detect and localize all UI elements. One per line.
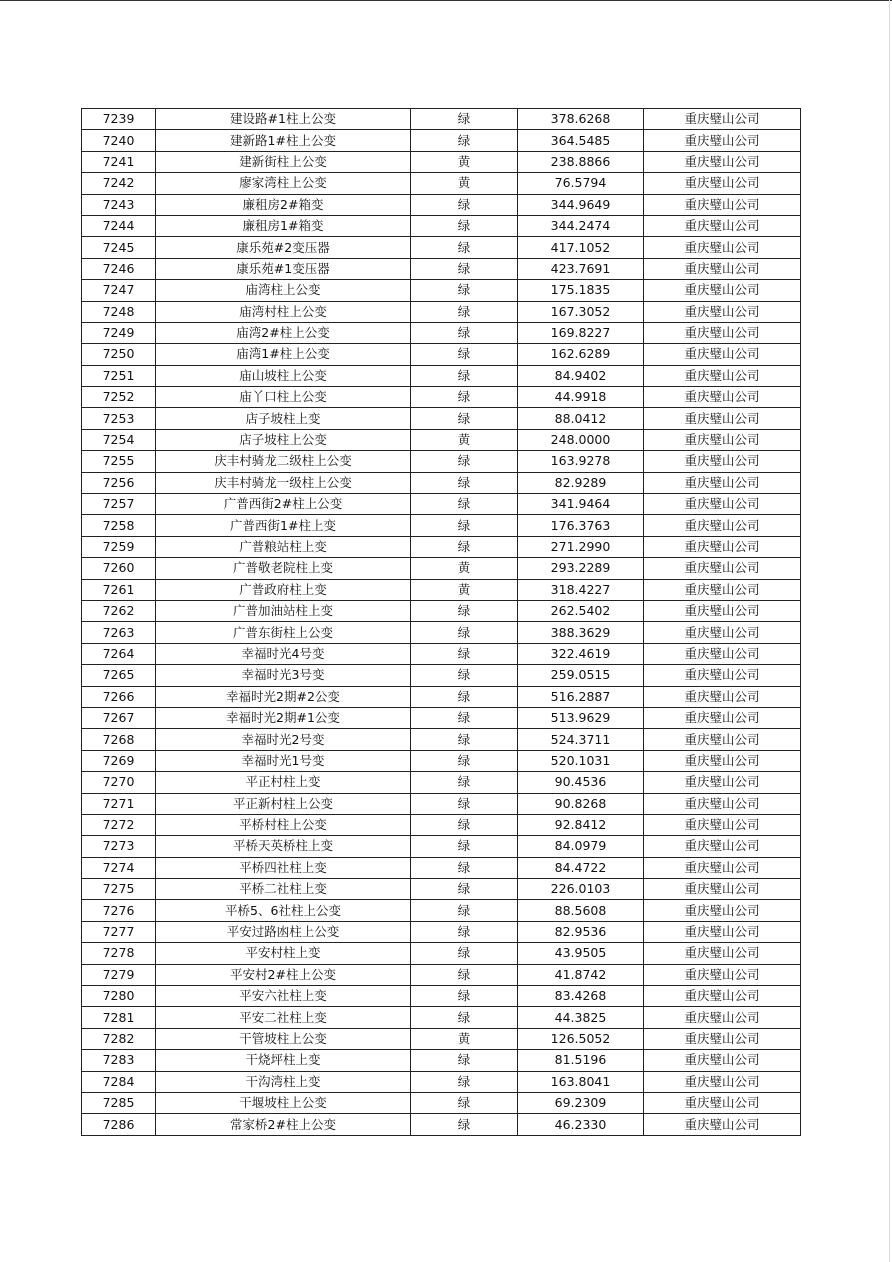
transformer-name-cell: 建设路#1柱上公变	[156, 109, 411, 130]
row-number-cell: 7241	[82, 151, 156, 172]
table-row	[82, 1071, 801, 1092]
value-cell: 364.5485	[518, 130, 644, 151]
table-row	[82, 408, 801, 429]
transformer-name-cell: 廉租房2#箱变	[156, 194, 411, 215]
table-row	[82, 772, 801, 793]
value-cell: 92.8412	[518, 814, 644, 835]
company-cell: 重庆璧山公司	[644, 836, 801, 857]
transformer-name-cell: 广普加油站柱上变	[156, 600, 411, 621]
table-row	[82, 429, 801, 450]
status-color-cell: 绿	[411, 986, 518, 1007]
row-number-cell: 7250	[82, 344, 156, 365]
status-color-cell: 绿	[411, 1007, 518, 1028]
status-color-cell: 绿	[411, 665, 518, 686]
transformer-name-cell: 幸福时光1号变	[156, 750, 411, 771]
table-row	[82, 515, 801, 536]
value-cell: 82.9536	[518, 921, 644, 942]
transformer-name-cell: 廉租房1#箱变	[156, 215, 411, 236]
table-row	[82, 1007, 801, 1028]
row-number-cell: 7276	[82, 900, 156, 921]
value-cell: 417.1052	[518, 237, 644, 258]
company-cell: 重庆璧山公司	[644, 344, 801, 365]
status-color-cell: 绿	[411, 515, 518, 536]
status-color-cell: 绿	[411, 750, 518, 771]
company-cell: 重庆璧山公司	[644, 194, 801, 215]
row-number-cell: 7278	[82, 943, 156, 964]
table-row	[82, 451, 801, 472]
row-number-cell: 7267	[82, 707, 156, 728]
value-cell: 88.0412	[518, 408, 644, 429]
company-cell: 重庆璧山公司	[644, 1028, 801, 1049]
company-cell: 重庆璧山公司	[644, 536, 801, 557]
status-color-cell: 绿	[411, 408, 518, 429]
company-cell: 重庆璧山公司	[644, 879, 801, 900]
value-cell: 76.5794	[518, 173, 644, 194]
company-cell: 重庆璧山公司	[644, 579, 801, 600]
value-cell: 90.8268	[518, 793, 644, 814]
status-color-cell: 绿	[411, 836, 518, 857]
transformer-name-cell: 庆丰村骑龙二级柱上公变	[156, 451, 411, 472]
table-row	[82, 814, 801, 835]
row-number-cell: 7262	[82, 600, 156, 621]
table-row	[82, 1092, 801, 1113]
company-cell: 重庆璧山公司	[644, 857, 801, 878]
value-cell: 44.3825	[518, 1007, 644, 1028]
value-cell: 162.6289	[518, 344, 644, 365]
company-cell: 重庆璧山公司	[644, 215, 801, 236]
company-cell: 重庆璧山公司	[644, 151, 801, 172]
transformer-name-cell: 平安二社柱上变	[156, 1007, 411, 1028]
row-number-cell: 7245	[82, 237, 156, 258]
value-cell: 84.4722	[518, 857, 644, 878]
row-number-cell: 7268	[82, 729, 156, 750]
transformer-name-cell: 平桥二社柱上变	[156, 879, 411, 900]
status-color-cell: 黄	[411, 579, 518, 600]
company-cell: 重庆璧山公司	[644, 173, 801, 194]
table-row	[82, 365, 801, 386]
row-number-cell: 7275	[82, 879, 156, 900]
table-row	[82, 964, 801, 985]
row-number-cell: 7240	[82, 130, 156, 151]
transformer-name-cell: 干沟湾柱上变	[156, 1071, 411, 1092]
table-row	[82, 921, 801, 942]
table-row	[82, 622, 801, 643]
table-row	[82, 579, 801, 600]
transformer-name-cell: 庙丫口柱上公变	[156, 387, 411, 408]
company-cell: 重庆璧山公司	[644, 814, 801, 835]
value-cell: 520.1031	[518, 750, 644, 771]
row-number-cell: 7282	[82, 1028, 156, 1049]
transformer-name-cell: 幸福时光4号变	[156, 643, 411, 664]
row-number-cell: 7239	[82, 109, 156, 130]
company-cell: 重庆璧山公司	[644, 793, 801, 814]
value-cell: 46.2330	[518, 1114, 644, 1135]
status-color-cell: 绿	[411, 365, 518, 386]
status-color-cell: 黄	[411, 173, 518, 194]
table-row	[82, 387, 801, 408]
value-cell: 516.2887	[518, 686, 644, 707]
transformer-name-cell: 广普敬老院柱上变	[156, 558, 411, 579]
row-number-cell: 7254	[82, 429, 156, 450]
row-number-cell: 7248	[82, 301, 156, 322]
row-number-cell: 7265	[82, 665, 156, 686]
value-cell: 175.1835	[518, 280, 644, 301]
transformer-name-cell: 平桥四社柱上变	[156, 857, 411, 878]
status-color-cell: 绿	[411, 643, 518, 664]
transformer-name-cell: 店子坡柱上变	[156, 408, 411, 429]
status-color-cell: 黄	[411, 429, 518, 450]
company-cell: 重庆璧山公司	[644, 109, 801, 130]
transformer-name-cell: 广普西街1#柱上变	[156, 515, 411, 536]
transformer-name-cell: 平安六社柱上变	[156, 986, 411, 1007]
page-right-edge	[889, 0, 890, 1262]
value-cell: 82.9289	[518, 472, 644, 493]
row-number-cell: 7257	[82, 494, 156, 515]
table-row	[82, 1050, 801, 1071]
value-cell: 238.8866	[518, 151, 644, 172]
table-row	[82, 151, 801, 172]
row-number-cell: 7242	[82, 173, 156, 194]
status-color-cell: 绿	[411, 1092, 518, 1113]
company-cell: 重庆璧山公司	[644, 280, 801, 301]
transformer-name-cell: 康乐苑#1变压器	[156, 258, 411, 279]
row-number-cell: 7243	[82, 194, 156, 215]
row-number-cell: 7264	[82, 643, 156, 664]
row-number-cell: 7259	[82, 536, 156, 557]
company-cell: 重庆璧山公司	[644, 429, 801, 450]
company-cell: 重庆璧山公司	[644, 600, 801, 621]
value-cell: 318.4227	[518, 579, 644, 600]
row-number-cell: 7244	[82, 215, 156, 236]
row-number-cell: 7286	[82, 1114, 156, 1135]
row-number-cell: 7249	[82, 322, 156, 343]
value-cell: 322.4619	[518, 643, 644, 664]
company-cell: 重庆璧山公司	[644, 1071, 801, 1092]
table-row	[82, 836, 801, 857]
value-cell: 69.2309	[518, 1092, 644, 1113]
transformer-table	[81, 108, 801, 1136]
company-cell: 重庆璧山公司	[644, 986, 801, 1007]
company-cell: 重庆璧山公司	[644, 494, 801, 515]
table-row	[82, 857, 801, 878]
status-color-cell: 黄	[411, 1028, 518, 1049]
company-cell: 重庆璧山公司	[644, 921, 801, 942]
company-cell: 重庆璧山公司	[644, 900, 801, 921]
transformer-name-cell: 平安村柱上变	[156, 943, 411, 964]
value-cell: 126.5052	[518, 1028, 644, 1049]
status-color-cell: 绿	[411, 900, 518, 921]
row-number-cell: 7281	[82, 1007, 156, 1028]
company-cell: 重庆璧山公司	[644, 365, 801, 386]
company-cell: 重庆璧山公司	[644, 301, 801, 322]
status-color-cell: 绿	[411, 451, 518, 472]
status-color-cell: 绿	[411, 387, 518, 408]
table-row	[82, 600, 801, 621]
company-cell: 重庆璧山公司	[644, 665, 801, 686]
transformer-name-cell: 幸福时光2号变	[156, 729, 411, 750]
status-color-cell: 绿	[411, 1114, 518, 1135]
row-number-cell: 7271	[82, 793, 156, 814]
row-number-cell: 7269	[82, 750, 156, 771]
value-cell: 344.9649	[518, 194, 644, 215]
company-cell: 重庆璧山公司	[644, 451, 801, 472]
transformer-name-cell: 康乐苑#2变压器	[156, 237, 411, 258]
status-color-cell: 绿	[411, 109, 518, 130]
transformer-name-cell: 平正新村柱上公变	[156, 793, 411, 814]
table-row	[82, 194, 801, 215]
company-cell: 重庆璧山公司	[644, 772, 801, 793]
transformer-name-cell: 平桥天英桥柱上变	[156, 836, 411, 857]
value-cell: 423.7691	[518, 258, 644, 279]
transformer-name-cell: 平正村柱上变	[156, 772, 411, 793]
value-cell: 81.5196	[518, 1050, 644, 1071]
company-cell: 重庆璧山公司	[644, 387, 801, 408]
row-number-cell: 7261	[82, 579, 156, 600]
row-number-cell: 7246	[82, 258, 156, 279]
table-row	[82, 986, 801, 1007]
page-top-border	[0, 0, 892, 1]
table-row	[82, 900, 801, 921]
transformer-name-cell: 庙湾2#柱上公变	[156, 322, 411, 343]
transformer-name-cell: 广普西街2#柱上公变	[156, 494, 411, 515]
company-cell: 重庆璧山公司	[644, 964, 801, 985]
value-cell: 513.9629	[518, 707, 644, 728]
value-cell: 90.4536	[518, 772, 644, 793]
status-color-cell: 绿	[411, 879, 518, 900]
table-row	[82, 643, 801, 664]
table-row	[82, 943, 801, 964]
transformer-name-cell: 庙山坡柱上公变	[156, 365, 411, 386]
table-row	[82, 686, 801, 707]
status-color-cell: 绿	[411, 237, 518, 258]
value-cell: 344.2474	[518, 215, 644, 236]
row-number-cell: 7279	[82, 964, 156, 985]
transformer-name-cell: 平安村2#柱上公变	[156, 964, 411, 985]
status-color-cell: 黄	[411, 151, 518, 172]
value-cell: 41.8742	[518, 964, 644, 985]
value-cell: 226.0103	[518, 879, 644, 900]
status-color-cell: 绿	[411, 814, 518, 835]
value-cell: 84.0979	[518, 836, 644, 857]
status-color-cell: 绿	[411, 1050, 518, 1071]
status-color-cell: 绿	[411, 857, 518, 878]
transformer-name-cell: 干烧坪柱上变	[156, 1050, 411, 1071]
transformer-name-cell: 广普东街柱上公变	[156, 622, 411, 643]
transformer-name-cell: 庆丰村骑龙一级柱上公变	[156, 472, 411, 493]
status-color-cell: 绿	[411, 686, 518, 707]
transformer-name-cell: 店子坡柱上公变	[156, 429, 411, 450]
row-number-cell: 7274	[82, 857, 156, 878]
table-row	[82, 1114, 801, 1135]
row-number-cell: 7251	[82, 365, 156, 386]
table-row	[82, 258, 801, 279]
row-number-cell: 7263	[82, 622, 156, 643]
row-number-cell: 7255	[82, 451, 156, 472]
value-cell: 262.5402	[518, 600, 644, 621]
row-number-cell: 7253	[82, 408, 156, 429]
table-body	[82, 109, 801, 1136]
table-row	[82, 558, 801, 579]
value-cell: 524.3711	[518, 729, 644, 750]
transformer-name-cell: 庙湾村柱上公变	[156, 301, 411, 322]
value-cell: 169.8227	[518, 322, 644, 343]
status-color-cell: 绿	[411, 344, 518, 365]
company-cell: 重庆璧山公司	[644, 750, 801, 771]
transformer-name-cell: 庙湾柱上公变	[156, 280, 411, 301]
company-cell: 重庆璧山公司	[644, 1092, 801, 1113]
status-color-cell: 绿	[411, 472, 518, 493]
value-cell: 259.0515	[518, 665, 644, 686]
value-cell: 84.9402	[518, 365, 644, 386]
row-number-cell: 7247	[82, 280, 156, 301]
row-number-cell: 7258	[82, 515, 156, 536]
company-cell: 重庆璧山公司	[644, 707, 801, 728]
row-number-cell: 7285	[82, 1092, 156, 1113]
company-cell: 重庆璧山公司	[644, 1114, 801, 1135]
status-color-cell: 绿	[411, 494, 518, 515]
transformer-name-cell: 平桥村柱上公变	[156, 814, 411, 835]
status-color-cell: 绿	[411, 729, 518, 750]
status-color-cell: 黄	[411, 558, 518, 579]
table-row	[82, 173, 801, 194]
company-cell: 重庆璧山公司	[644, 472, 801, 493]
status-color-cell: 绿	[411, 772, 518, 793]
value-cell: 88.5608	[518, 900, 644, 921]
status-color-cell: 绿	[411, 322, 518, 343]
row-number-cell: 7272	[82, 814, 156, 835]
value-cell: 167.3052	[518, 301, 644, 322]
company-cell: 重庆璧山公司	[644, 258, 801, 279]
transformer-name-cell: 建新街柱上公变	[156, 151, 411, 172]
table-row	[82, 109, 801, 130]
row-number-cell: 7252	[82, 387, 156, 408]
company-cell: 重庆璧山公司	[644, 322, 801, 343]
status-color-cell: 绿	[411, 793, 518, 814]
value-cell: 176.3763	[518, 515, 644, 536]
transformer-name-cell: 平安过路凼柱上公变	[156, 921, 411, 942]
company-cell: 重庆璧山公司	[644, 130, 801, 151]
transformer-name-cell: 平桥5、6社柱上公变	[156, 900, 411, 921]
status-color-cell: 绿	[411, 130, 518, 151]
row-number-cell: 7283	[82, 1050, 156, 1071]
status-color-cell: 绿	[411, 280, 518, 301]
table-row	[82, 472, 801, 493]
status-color-cell: 绿	[411, 258, 518, 279]
row-number-cell: 7260	[82, 558, 156, 579]
transformer-name-cell: 幸福时光3号变	[156, 665, 411, 686]
table-row	[82, 494, 801, 515]
company-cell: 重庆璧山公司	[644, 1007, 801, 1028]
value-cell: 43.9505	[518, 943, 644, 964]
transformer-name-cell: 干堰坡柱上公变	[156, 1092, 411, 1113]
status-color-cell: 绿	[411, 964, 518, 985]
status-color-cell: 绿	[411, 921, 518, 942]
table-row	[82, 237, 801, 258]
value-cell: 163.9278	[518, 451, 644, 472]
transformer-name-cell: 干管坡柱上公变	[156, 1028, 411, 1049]
value-cell: 83.4268	[518, 986, 644, 1007]
table-row	[82, 729, 801, 750]
company-cell: 重庆璧山公司	[644, 643, 801, 664]
status-color-cell: 绿	[411, 194, 518, 215]
row-number-cell: 7277	[82, 921, 156, 942]
transformer-name-cell: 庙湾1#柱上公变	[156, 344, 411, 365]
transformer-name-cell: 幸福时光2期#1公变	[156, 707, 411, 728]
row-number-cell: 7284	[82, 1071, 156, 1092]
transformer-name-cell: 常家桥2#柱上公变	[156, 1114, 411, 1135]
value-cell: 248.0000	[518, 429, 644, 450]
table-row	[82, 301, 801, 322]
company-cell: 重庆璧山公司	[644, 237, 801, 258]
company-cell: 重庆璧山公司	[644, 408, 801, 429]
value-cell: 271.2990	[518, 536, 644, 557]
row-number-cell: 7256	[82, 472, 156, 493]
table-row	[82, 536, 801, 557]
row-number-cell: 7266	[82, 686, 156, 707]
value-cell: 163.8041	[518, 1071, 644, 1092]
company-cell: 重庆璧山公司	[644, 686, 801, 707]
table-row	[82, 344, 801, 365]
status-color-cell: 绿	[411, 600, 518, 621]
table-row	[82, 322, 801, 343]
status-color-cell: 绿	[411, 707, 518, 728]
company-cell: 重庆璧山公司	[644, 1050, 801, 1071]
status-color-cell: 绿	[411, 943, 518, 964]
table-row	[82, 879, 801, 900]
status-color-cell: 绿	[411, 622, 518, 643]
company-cell: 重庆璧山公司	[644, 943, 801, 964]
row-number-cell: 7270	[82, 772, 156, 793]
transformer-name-cell: 幸福时光2期#2公变	[156, 686, 411, 707]
table-row	[82, 750, 801, 771]
value-cell: 341.9464	[518, 494, 644, 515]
transformer-name-cell: 广普粮站柱上变	[156, 536, 411, 557]
company-cell: 重庆璧山公司	[644, 515, 801, 536]
status-color-cell: 绿	[411, 1071, 518, 1092]
company-cell: 重庆璧山公司	[644, 622, 801, 643]
company-cell: 重庆璧山公司	[644, 729, 801, 750]
company-cell: 重庆璧山公司	[644, 558, 801, 579]
transformer-name-cell: 廖家湾柱上公变	[156, 173, 411, 194]
table-row	[82, 707, 801, 728]
value-cell: 44.9918	[518, 387, 644, 408]
row-number-cell: 7273	[82, 836, 156, 857]
table-row	[82, 280, 801, 301]
value-cell: 293.2289	[518, 558, 644, 579]
table-row	[82, 793, 801, 814]
transformer-name-cell: 建新路1#柱上公变	[156, 130, 411, 151]
value-cell: 378.6268	[518, 109, 644, 130]
table-row	[82, 1028, 801, 1049]
table-row	[82, 665, 801, 686]
row-number-cell: 7280	[82, 986, 156, 1007]
table-row	[82, 130, 801, 151]
value-cell: 388.3629	[518, 622, 644, 643]
transformer-name-cell: 广普政府柱上变	[156, 579, 411, 600]
status-color-cell: 绿	[411, 215, 518, 236]
status-color-cell: 绿	[411, 536, 518, 557]
table-row	[82, 215, 801, 236]
status-color-cell: 绿	[411, 301, 518, 322]
